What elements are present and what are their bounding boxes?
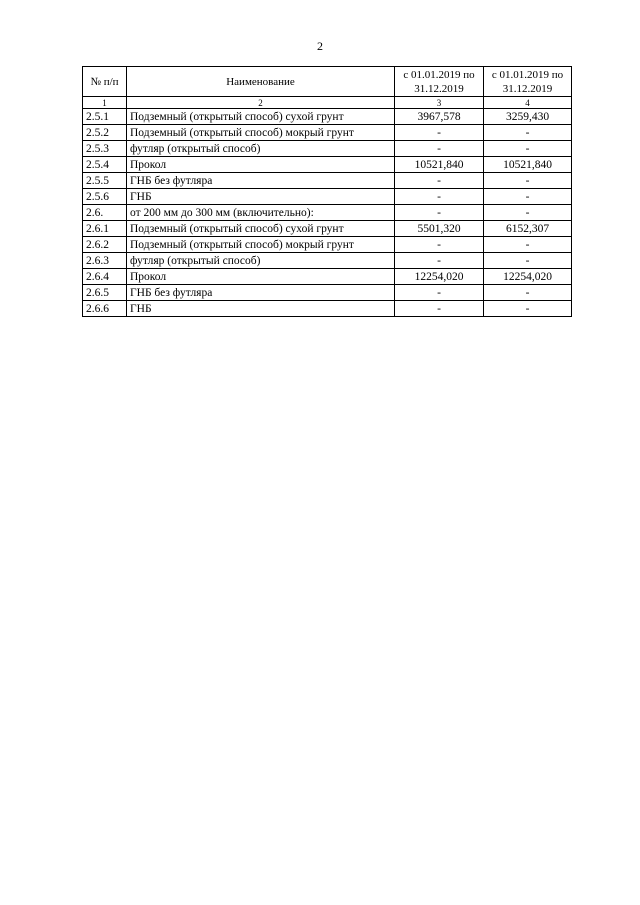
table-row <box>83 237 572 253</box>
row-name: Прокол <box>127 269 395 285</box>
table-row <box>83 141 572 157</box>
header-period-1: с 01.01.2019 по 31.12.2019 <box>395 67 484 97</box>
row-number: 2.6.4 <box>83 269 127 285</box>
table-row <box>83 221 572 237</box>
row-name: Подземный (открытый способ) мокрый грунт <box>127 125 395 141</box>
row-value-period-1: - <box>395 205 484 221</box>
header-row <box>83 67 572 97</box>
row-value-period-2: 12254,020 <box>484 269 572 285</box>
row-value-period-1: - <box>395 141 484 157</box>
row-number: 2.6.3 <box>83 253 127 269</box>
row-value-period-2: - <box>484 205 572 221</box>
header-name: Наименование <box>127 67 395 97</box>
row-value-period-1: - <box>395 253 484 269</box>
row-value-period-1: 5501,320 <box>395 221 484 237</box>
row-name: ГНБ <box>127 189 395 205</box>
row-value-period-2: - <box>484 173 572 189</box>
row-value-period-2: - <box>484 141 572 157</box>
row-number: 2.6. <box>83 205 127 221</box>
row-value-period-2: 3259,430 <box>484 109 572 125</box>
table-body <box>83 109 572 317</box>
row-value-period-1: - <box>395 125 484 141</box>
row-value-period-2: - <box>484 301 572 317</box>
table-row <box>83 157 572 173</box>
row-value-period-2: - <box>484 253 572 269</box>
row-name: Подземный (открытый способ) мокрый грунт <box>127 237 395 253</box>
table-row <box>83 285 572 301</box>
column-number: 3 <box>395 97 484 109</box>
row-name: от 200 мм до 300 мм (включительно): <box>127 205 395 221</box>
table-row <box>83 189 572 205</box>
row-value-period-2: - <box>484 189 572 205</box>
row-number: 2.5.2 <box>83 125 127 141</box>
column-number: 2 <box>127 97 395 109</box>
row-name: ГНБ <box>127 301 395 317</box>
table-row <box>83 205 572 221</box>
table-row <box>83 173 572 189</box>
row-name: ГНБ без футляра <box>127 173 395 189</box>
page-number: 2 <box>317 39 323 53</box>
row-number: 2.5.3 <box>83 141 127 157</box>
header-period-2: с 01.01.2019 по 31.12.2019 <box>484 67 572 97</box>
row-name: Прокол <box>127 157 395 173</box>
row-value-period-1: 10521,840 <box>395 157 484 173</box>
row-value-period-1: - <box>395 285 484 301</box>
row-value-period-1: - <box>395 189 484 205</box>
column-number: 4 <box>484 97 572 109</box>
table-row <box>83 125 572 141</box>
row-number: 2.5.5 <box>83 173 127 189</box>
row-number: 2.6.1 <box>83 221 127 237</box>
row-value-period-2: - <box>484 237 572 253</box>
row-number: 2.6.5 <box>83 285 127 301</box>
row-number: 2.5.6 <box>83 189 127 205</box>
column-number: 1 <box>83 97 127 109</box>
row-value-period-2: 6152,307 <box>484 221 572 237</box>
row-number: 2.5.1 <box>83 109 127 125</box>
tariff-table <box>82 66 572 317</box>
row-value-period-1: 12254,020 <box>395 269 484 285</box>
row-name: ГНБ без футляра <box>127 285 395 301</box>
header-num: № п/п <box>83 67 127 97</box>
table-row <box>83 253 572 269</box>
table-header <box>83 67 572 109</box>
row-value-period-2: - <box>484 125 572 141</box>
row-value-period-1: - <box>395 301 484 317</box>
row-number: 2.6.6 <box>83 301 127 317</box>
table-row <box>83 301 572 317</box>
row-value-period-2: - <box>484 285 572 301</box>
row-value-period-2: 10521,840 <box>484 157 572 173</box>
row-number: 2.6.2 <box>83 237 127 253</box>
row-name: Подземный (открытый способ) сухой грунт <box>127 109 395 125</box>
row-name: футляр (открытый способ) <box>127 141 395 157</box>
row-value-period-1: - <box>395 173 484 189</box>
column-number-row <box>83 97 572 109</box>
row-value-period-1: - <box>395 237 484 253</box>
row-number: 2.5.4 <box>83 157 127 173</box>
row-name: Подземный (открытый способ) сухой грунт <box>127 221 395 237</box>
row-value-period-1: 3967,578 <box>395 109 484 125</box>
table-row <box>83 109 572 125</box>
table-row <box>83 269 572 285</box>
row-name: футляр (открытый способ) <box>127 253 395 269</box>
